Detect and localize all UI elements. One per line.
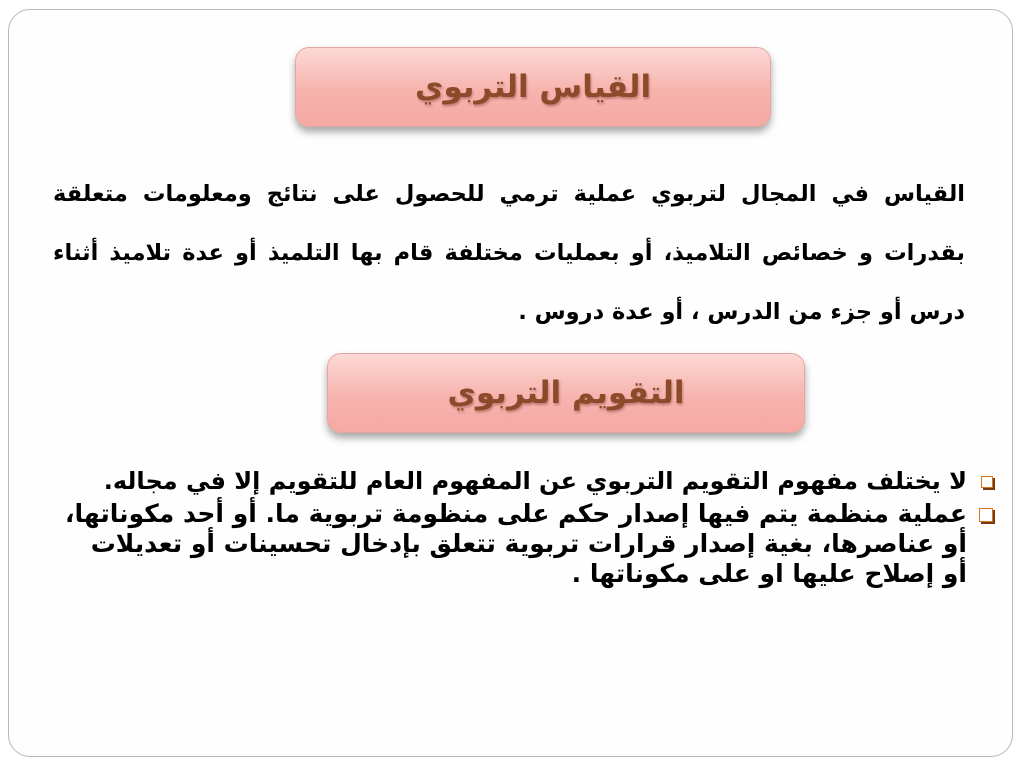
section-title-box-evaluation <box>327 353 805 433</box>
checkbox-bullet-icon <box>979 508 993 522</box>
bullet-item <box>65 499 993 589</box>
measurement-definition-paragraph: القياس في المجال لتربوي عملية ترمي للحصول على نتائج ومعلومات متعلقة بقدرات و خصائص التلاميذ، أو بعمليات مختلفة قام بها التلميذ أو عدة تلاميذ أثناء درس أو جزء من الدرس ، أو عدة دروس . <box>53 181 965 325</box>
section-title-measurement: القياس التربوي <box>414 69 652 105</box>
bullet-item <box>65 466 993 497</box>
section-title-box-measurement <box>295 47 771 127</box>
checkbox-bullet-icon <box>981 476 993 488</box>
evaluation-bullet-list <box>65 466 993 589</box>
bullet-text: عملية منظمة يتم فيها إصدار حكم على منظومة تربوية ما. أو أحد مكوناتها، أو عناصرها، بغية إصدار قرارات تربوية تتعلق بإدخال تحسينات أو تعديلات أو إصلاح عليها او على مكوناتها . <box>65 499 967 588</box>
bullet-text: لا يختلف مفهوم التقويم التربوي عن المفهوم العام للتقويم إلا في مجاله. <box>103 467 967 495</box>
slide <box>8 9 1013 757</box>
section-title-evaluation: التقويم التربوي <box>447 375 685 411</box>
